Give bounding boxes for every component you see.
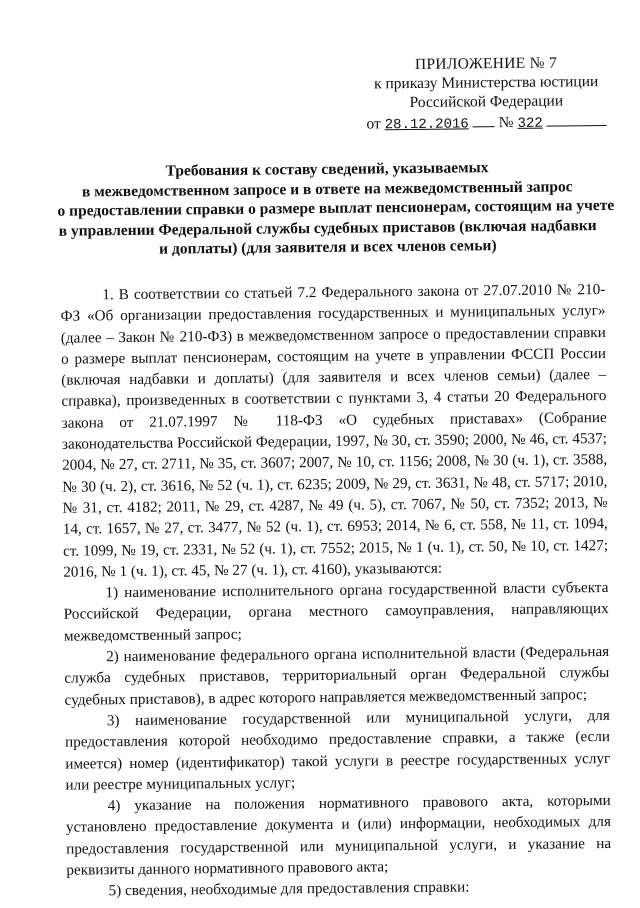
list-item-2: 2) наименование федерального органа исполнительной власти (Федеральная служба судебных приставов, территориальный орган Федеральной службы судебных приставов), в адрес которого направляется межведомственный запрос; [64,643,610,709]
title-line: в межведомственном запросе и в ответе на межведомственный запрос [81,177,573,200]
title-line: и доплаты) (для заявителя и всех членов семьи) [159,237,497,258]
document-body [60,279,611,902]
title-line: в управлении Федеральной службы судебных приставов (включая надбавки [58,216,597,240]
appendix-ministry-line: Российской Федерации [409,92,564,112]
list-item-4: 4) указание на положения нормативного правового акта, которыми установлено предоставление документа и (или) информации, необходимых для предоставления государственной или муниципальной услуги, и указание на реквизиты данного нормативного правового акта; [65,792,612,879]
list-item-3: 3) наименование государственной или муниципальной услуги, для предоставления которой необходимо предоставление справки, а также (если имеется) номер (идентификатор) такой услуги в реестре государственных услуг или реестре муниципальных услуг; [64,706,611,794]
list-item-1: 1) наименование исполнительного органа государственной власти субъекта Российской Федерации, органа местного самоуправления, направляющих межведомственный запрос; [63,579,609,645]
document-title [57,157,615,260]
order-date-number-line [361,111,611,136]
from-label: от [366,115,381,133]
date-underline [473,112,495,127]
appendix-heading: ПРИЛОЖЕНИЕ № 7 [414,54,558,73]
title-line: Требования к составу сведений, указываемых [165,159,489,180]
list-item-5: 5) сведения, необходимые для предоставления справки: [108,878,470,900]
number-label: № [498,113,514,132]
number-underline [547,111,607,127]
order-date: 28.12.2016 [384,116,469,134]
appendix-block [361,53,612,136]
appendix-order-line: к приказу Министерства юстиции [373,73,599,93]
order-number: 322 [517,115,543,132]
title-line: о предоставлении справки о размере выплат пенсионерам, состоящим на учете [57,196,615,220]
paragraph-1: 1. В соответствии со статьей 7.2 Федерального закона от 27.07.2010 № 210-ФЗ «Об организации предоставления государственных и муниципальных услуг» (далее – Закон № 210-ФЗ) в межведомственном запросе о предоставлении справки о размере выплат пенсионерам, состоящим на учете в управлении ФССП России (включая надбавки и доплаты) (для заявителя и всех членов семьи) (далее – справка), произведенных в соответствии с пунктами 3, 4 статьи 20 Федерального закона от 21.07.1997 № 118-ФЗ «О судебных приставах» (Собрание законодательства Российской Федерации, 1997, № 30, ст. 3590; 2000, № 46, ст. 4537; 2004, № 27, ст. 2711, № 35, ст. 3607; 2007, № 10, ст. 1156; 2008, № 30 (ч. 1), ст. 3588, № 30 (ч. 2), ст. 3616, № 52 (ч. 1), ст. 6235; 2009, № 29, ст. 3631, № 48, ст. 5717; 2010, № 31, ст. 4182; 2011, № 29, ст. 4287, № 49 (ч. 5), ст. 7067, № 50, ст. 7352; 2013, № 14, ст. 1657, № 27, ст. 3477, № 52 (ч. 1), ст. 6953; 2014, № 6, ст. 558, № 11, ст. 1094, ст. 1099, № 19, ст. 2331, № 52 (ч. 1), ст. 7552; 2015, № 1 (ч. 1), ст. 50, № 10, ст. 1427; 2016, № 1 (ч. 1), ст. 45, № 27 (ч. 1), ст. 4160), указываются: [60,281,609,581]
